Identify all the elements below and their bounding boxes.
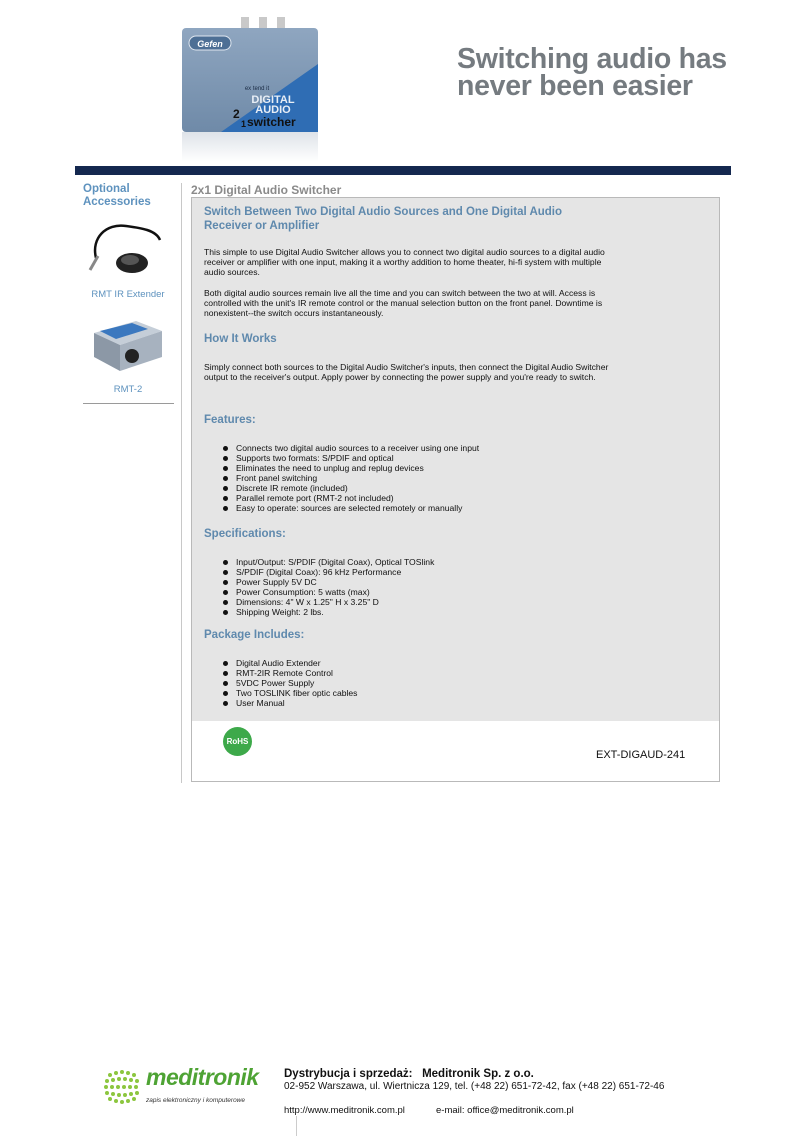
- sidebar-heading-line1: Optional: [83, 183, 130, 195]
- device-prefix: 2: [233, 107, 240, 121]
- list-item: Power Consumption: 5 watts (max): [222, 587, 434, 597]
- how-it-works-text: Simply connect both sources to the Digital Audio Switcher's inputs, then connect the Digital Audio Switcher output to the receiver's output. Apply power by connecting the power supply and you're ready to switch.: [204, 362, 609, 383]
- rmt-ir-extender-image[interactable]: [86, 218, 166, 283]
- sidebar-item-rmt-2[interactable]: RMT-2: [113, 384, 143, 395]
- meditronik-logo-text: meditronik: [146, 1064, 259, 1090]
- footer-distribution: [284, 1068, 534, 1080]
- list-item: Dimensions: 4" W x 1.25" H x 3.25" D: [222, 597, 434, 607]
- list-item: S/PDIF (Digital Coax): 96 kHz Performance: [222, 567, 434, 577]
- specifications-list: [222, 557, 434, 617]
- device-name: switcher: [247, 115, 296, 129]
- specifications-heading: Specifications:: [204, 528, 286, 540]
- features-heading: Features:: [204, 414, 256, 426]
- device-sub: 1: [241, 119, 247, 129]
- footer-company: Meditronik Sp. z o.o.: [422, 1068, 534, 1080]
- list-item: Digital Audio Extender: [222, 658, 357, 668]
- meditronik-logo-icon: [101, 1066, 143, 1108]
- list-item: Parallel remote port (RMT-2 not included): [222, 493, 479, 503]
- list-item: Two TOSLINK fiber optic cables: [222, 688, 357, 698]
- intro-paragraph-1: This simple to use Digital Audio Switcher allows you to connect two digital audio sources to a digital audio receiver or amplifier with one input, making it a worthy addition to home theater, hi-fi system with multiple audio sources.: [204, 247, 605, 278]
- list-item: Power Supply 5V DC: [222, 577, 434, 587]
- sidebar-item-rmt-ir-extender[interactable]: RMT IR Extender: [91, 289, 165, 300]
- footer-email-link[interactable]: office@meditronik.com.pl: [467, 1105, 574, 1116]
- footer-dist-label: Dystrybucja i sprzedaż:: [284, 1068, 413, 1080]
- meditronik-logo-tagline: zapis elektroniczny i komputerowe: [146, 1097, 245, 1104]
- hero-title-line2: never been easier: [457, 70, 693, 102]
- list-item: Easy to operate: sources are selected remotely or manually: [222, 503, 479, 513]
- list-item: Supports two formats: S/PDIF and optical: [222, 453, 479, 463]
- column-divider: [181, 183, 182, 783]
- rmt-2-image[interactable]: [86, 311, 166, 382]
- list-item: Shipping Weight: 2 lbs.: [222, 607, 434, 617]
- list-item: Front panel switching: [222, 473, 479, 483]
- package-heading: Package Includes:: [204, 629, 305, 641]
- footer-website-link[interactable]: http://www.meditronik.com.pl: [284, 1105, 405, 1116]
- product-sku: EXT-DIGAUD-241: [596, 749, 686, 761]
- footer-email: [436, 1105, 574, 1116]
- footer-email-label: e-mail:: [436, 1105, 465, 1116]
- device-tag: ex tend it: [244, 86, 270, 92]
- sidebar-heading: [83, 183, 183, 209]
- list-item: Connects two digital audio sources to a receiver using one input: [222, 443, 479, 453]
- how-it-works-heading: How It Works: [204, 333, 277, 345]
- footer-address: 02-952 Warszawa, ul. Wiertnicza 129, tel. (+48 22) 651-72-42, fax (+48 22) 651-72-46: [284, 1081, 665, 1092]
- hero-title-line1: Switching audio has: [457, 43, 727, 75]
- list-item: 5VDC Power Supply: [222, 678, 357, 688]
- product-subheading: [204, 206, 594, 233]
- hero-title: [457, 43, 777, 102]
- header-bar: [75, 166, 731, 175]
- sidebar-divider: [83, 403, 174, 404]
- product-subheading-line2: Receiver or Amplifier: [204, 219, 320, 232]
- product-title: 2x1 Digital Audio Switcher: [191, 183, 342, 197]
- list-item: User Manual: [222, 698, 357, 708]
- list-item: Input/Output: S/PDIF (Digital Coax), Optical TOSlink: [222, 557, 434, 567]
- rohs-badge-icon: RoHS: [223, 727, 252, 756]
- device-line2: AUDIO: [255, 104, 291, 116]
- intro-paragraph-2: Both digital audio sources remain live all the time and you can switch between the two at will. Access is controlled with the unit's IR remote control or the manual selection button on the front panel. Downtime is nonexistent--the switch occurs instantaneously.: [204, 288, 603, 319]
- package-list: [222, 658, 357, 708]
- product-device-image: [181, 14, 321, 164]
- footer-divider: [296, 1116, 297, 1136]
- list-item: Discrete IR remote (included): [222, 483, 479, 493]
- device-brand: Gefen: [197, 39, 223, 49]
- list-item: Eliminates the need to unplug and replug devices: [222, 463, 479, 473]
- device-line1: DIGITAL: [251, 94, 295, 106]
- list-item: RMT-2IR Remote Control: [222, 668, 357, 678]
- product-subheading-line1: Switch Between Two Digital Audio Sources and One Digital Audio: [204, 206, 563, 218]
- sidebar-heading-line2: Accessories: [83, 196, 151, 208]
- features-list: [222, 443, 479, 513]
